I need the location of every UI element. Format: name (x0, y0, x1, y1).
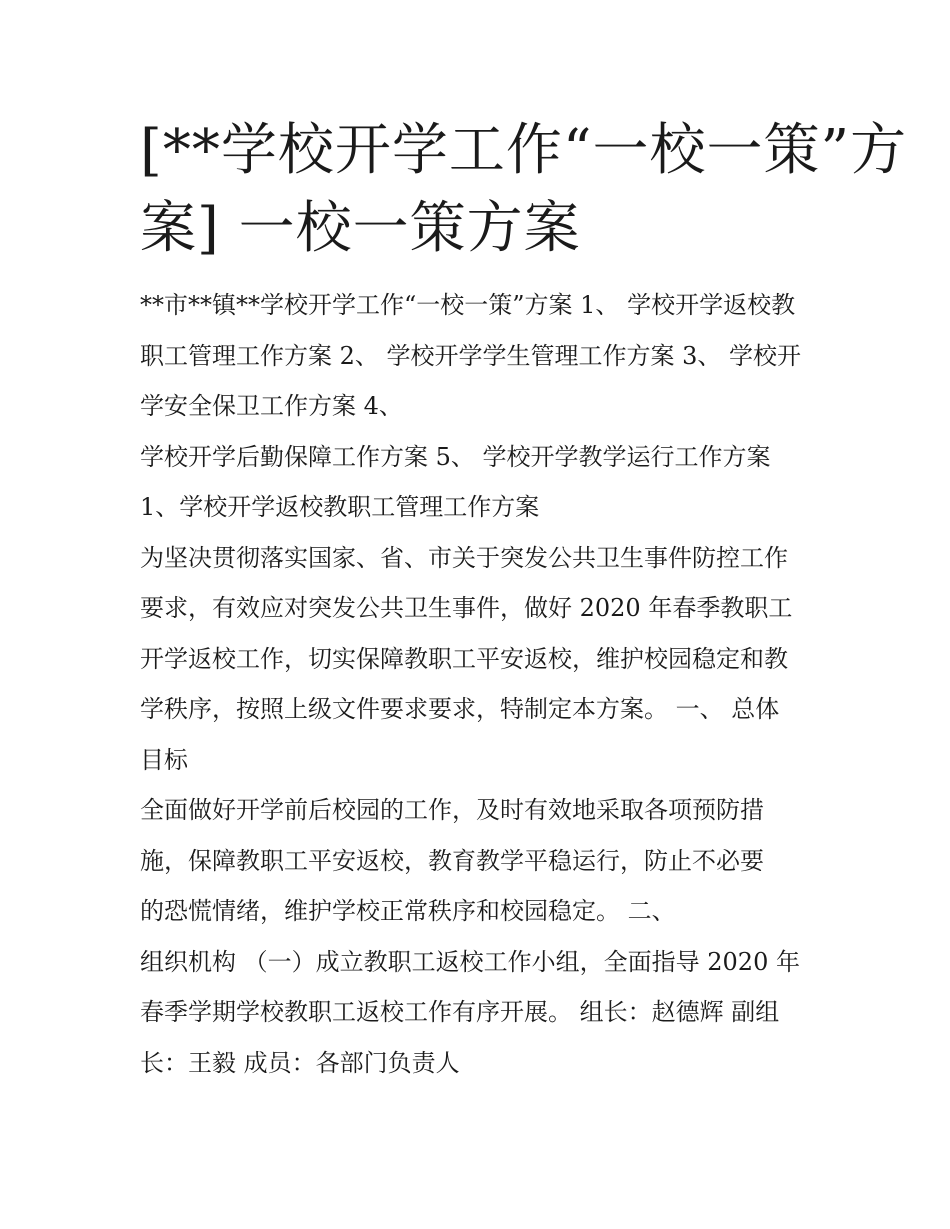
body-line: 的恐慌情绪，维护学校正常秩序和校园稳定。 二、 (140, 897, 676, 925)
body-line: 学安全保卫工作方案 4、 (140, 392, 403, 420)
title-line: 案] 一校一策方案 (140, 196, 581, 261)
body-line: 学校开学后勤保障工作方案 5、 学校开学教学运行工作方案 (140, 442, 771, 471)
body-line: 1、学校开学返校教职工管理工作方案 (140, 493, 540, 521)
body-line: 组织机构 （一）成立教职工返校工作小组，全面指导 2020 年 (140, 947, 800, 976)
body-line: **市**镇**学校开学工作“一校一策”方案 1、 学校开学返校教 (140, 291, 796, 319)
body-line: 为坚决贯彻落实国家、省、市关于突发公共卫生事件防控工作 (140, 543, 788, 572)
body-line: 长：王毅 成员：各部门负责人 (140, 1048, 460, 1077)
body-line: 全面做好开学前后校园的工作，及时有效地采取各项预防措 (140, 796, 764, 824)
document-title (140, 112, 908, 268)
body-line: 春季学期学校教职工返校工作有序开展。 组长：赵德辉 副组 (140, 998, 780, 1026)
body-line: 开学返校工作，切实保障教职工平安返校，维护校园稳定和教 (140, 644, 788, 673)
title-line: [**学校开学工作“一校一策”方 (140, 118, 908, 183)
body-line: 施，保障教职工平安返校，教育教学平稳运行，防止不必要 (140, 846, 764, 875)
body-line: 职工管理工作方案 2、 学校开学学生管理工作方案 3、 学校开 (140, 341, 802, 370)
document-body (140, 280, 830, 1088)
body-line: 学秩序，按照上级文件要求要求，特制定本方案。 一、 总体 (140, 695, 780, 723)
body-line: 要求，有效应对突发公共卫生事件，做好 2020 年春季教职工 (140, 594, 793, 622)
body-line: 目标 (140, 745, 188, 774)
